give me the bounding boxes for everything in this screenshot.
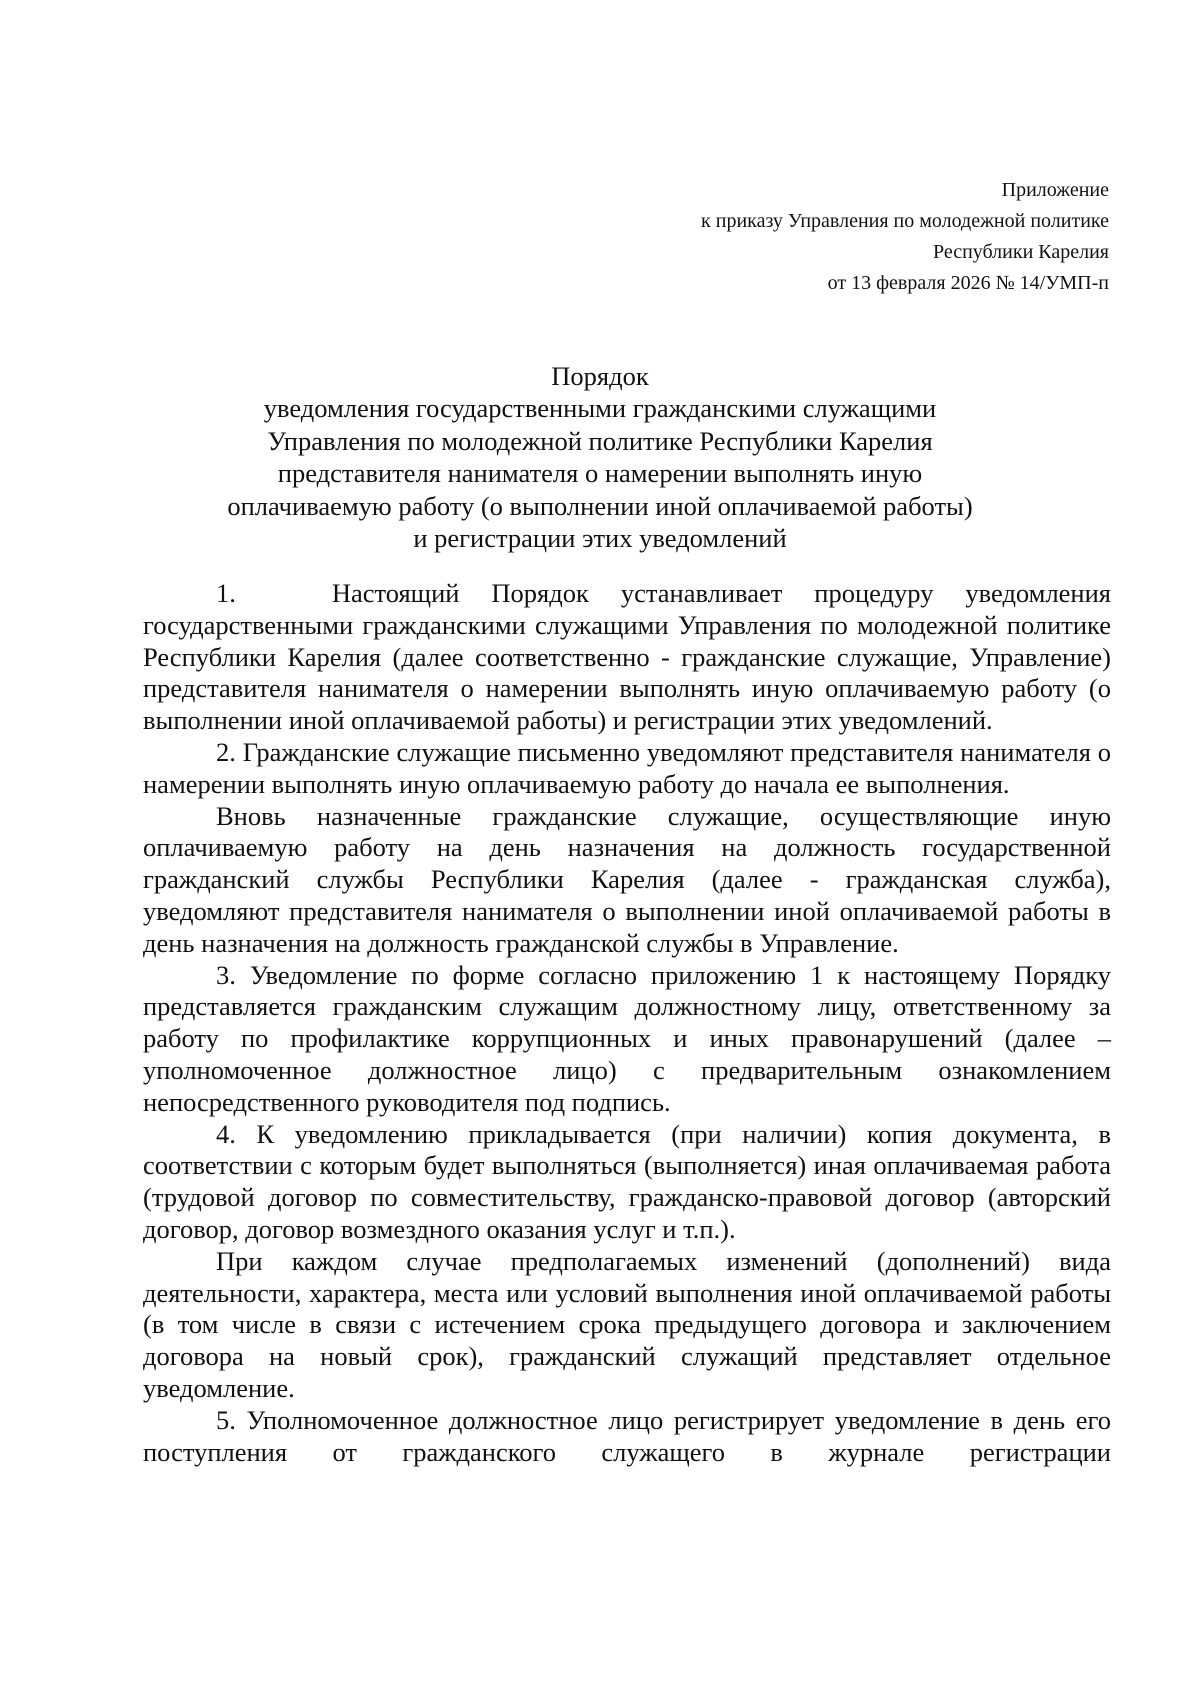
paragraph-2-continued: Вновь назначенные гражданские служащие, осуществляющие иную оплачиваемую работу на день назначения на должность государственной гражданский службы Республики Карелия (далее - гражданская служба), уведомляют представителя нанимателя о выполнении иной оплачиваемой работы в день назначения на должность гражданской службы в Управление. bbox=[143, 800, 1111, 958]
order-region: Республики Карелия bbox=[932, 241, 1109, 263]
appendix-label: Приложение bbox=[1001, 179, 1109, 201]
paragraph-1: 1. Настоящий Порядок устанавливает процедуру уведомления государственными гражданскими служащими Управления по молодежной политике Республики Карелия (далее соответственно - гражданские служащие, Управление) представителя нанимателя о намерении выполнять иную оплачиваемую работу (о выполнении иной оплачиваемой работы) и регистрации этих уведомлений. bbox=[143, 578, 1111, 736]
order-date-number: от 13 февраля 2026 № 14/УМП-п bbox=[827, 272, 1109, 294]
title-line: и регистрации этих уведомлений bbox=[413, 523, 787, 554]
title-line: уведомления государственными гражданскими служащими bbox=[263, 393, 937, 424]
title-line: оплачиваемую работу (о выполнении иной оплачиваемой работы) bbox=[227, 490, 973, 521]
appendix-header bbox=[701, 175, 1109, 299]
title-line: Порядок bbox=[551, 361, 649, 391]
title-line: представителя нанимателя о намерении выполнять иную bbox=[277, 458, 923, 489]
paragraph-4: 4. К уведомлению прикладывается (при наличии) копия документа, в соответствии с которым будет выполняться (выполняется) иная оплачиваемая работа (трудовой договор по совместительству, гражданско-правовой договор (авторский договор, договор возмездного оказания услуг и т.п.). bbox=[143, 1118, 1111, 1244]
order-reference: к приказу Управления по молодежной политике bbox=[701, 210, 1109, 232]
paragraph-3: 3. Уведомление по форме согласно приложению 1 к настоящему Порядку представляется гражданским служащим должностному лицу, ответственному за работу по профилактике коррупционных и иных правонарушений (далее – уполномоченное должностное лицо) с предварительным ознакомлением непосредственного руководителя под подпись. bbox=[143, 959, 1111, 1117]
document-title bbox=[100, 360, 1100, 554]
document-body bbox=[143, 578, 1111, 1468]
paragraph-5: 5. Уполномоченное должностное лицо регистрирует уведомление в день его поступления от гражданского служащего в журнале регистрации bbox=[143, 1404, 1111, 1467]
paragraph-2: 2. Гражданские служащие письменно уведомляют представителя нанимателя о намерении выполнять иную оплачиваемую работу до начала ее выполнения. bbox=[143, 736, 1111, 799]
paragraph-4-continued: При каждом случае предполагаемых изменений (дополнений) вида деятельности, характера, места или условий выполнения иной оплачиваемой работы (в том числе в связи с истечением срока предыдущего договора и заключением договора на новый срок), гражданский служащий представляет отдельное уведомление. bbox=[143, 1245, 1111, 1403]
title-line: Управления по молодежной политике Республики Карелия bbox=[267, 425, 933, 456]
